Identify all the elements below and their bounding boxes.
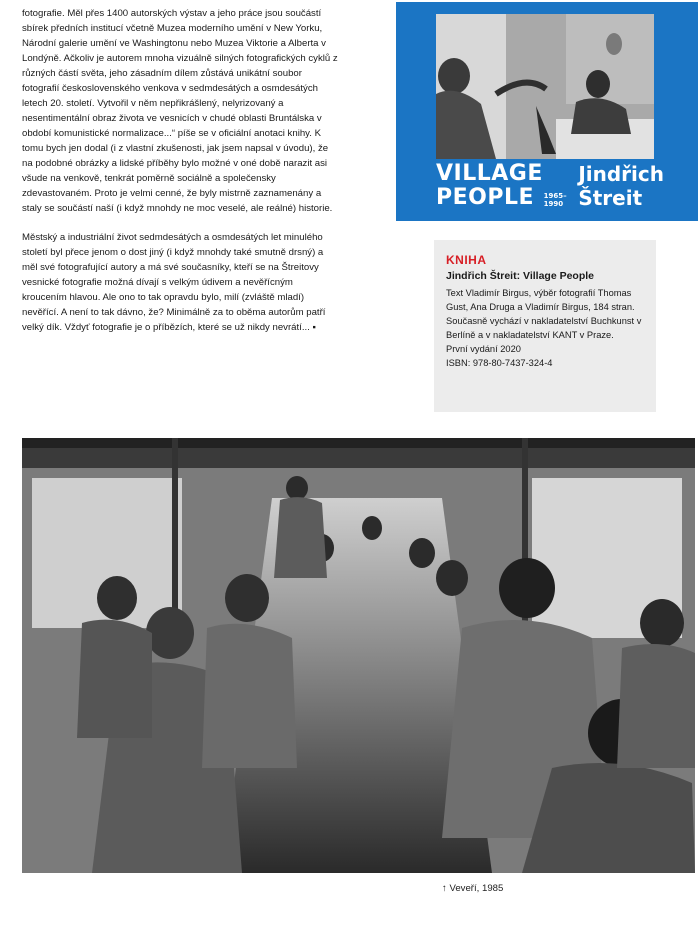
- book-kicker: KNIHA: [446, 253, 487, 267]
- book-title: Jindřich Štreit: Village People: [446, 270, 595, 282]
- article-paragraph-1: fotografie. Měl přes 1400 autorských výstav a jeho práce jsou součástí sbírek předních institucí včetně Muzea moderního umění v New Yorku, Národní galerie umění ve Washingtonu nebo Muzea Viktorie a Alberta v Londýně. Ačkoliv je autorem mnoha vizuálně silných fotografických cyklů z různých částí světa, jeho zásadním dílem zůstává unikátní soubor fotografií československého venkova v sedmdesátých a osmdesátých letech 20. století. Vytvořil v něm nepřikrášlený, nelyrizovaný a nesentimentální obraz života ve vesnicích v chudé oblasti Bruntálska v období komunistické normalizace...“ píše se v oficiální anotaci knihy. K tomu bych jen dodal (i z vlastní zkušenosti, jak jsem napsal v úvodu), že na podobné obrázky a lidské příběhy bylo možné v oné době narazit asi všude na venkově, tenkrát poměrně sociálně a společensky zdevastovaném. Proto je velmi cenné, že byly mistrně zaznamenány a staly se součástí naší (i když mnohdy ne moc veselé, ale reálné) historie.: [22, 8, 338, 214]
- cover-years-to: 1990: [543, 199, 564, 208]
- book-isbn: ISBN: 978-80-7437-324-4: [446, 358, 553, 368]
- caption-text: Veveří, 1985: [449, 883, 504, 894]
- cover-title-line1: VILLAGE: [436, 161, 543, 186]
- cover-photo: [436, 14, 654, 159]
- book-description: Text Vladimír Birgus, výběr fotografií Thomas Gust, Ana Druga a Vladimír Birgus, 184 stran. Současně vychází v nakladatelství Buchkunst v Berlíně a v nakladatelství KANT v Praze.: [446, 288, 642, 340]
- cover-author: [578, 162, 664, 210]
- cover-title-line2: PEOPLE: [436, 185, 535, 210]
- article-paragraph-2: Městský a industriální život sedmdesátých a osmdesátých let minulého století byl přece jenom o dost jiný (i když mnohdy také smutně drsný) a měl své fotografující autory a má své současníky, kteří se na Štreitovy vesnické fotografie možná dívají s velkým údivem a nevěřícným kroucením hlavou. Ale ono to tak opravdu bylo, milí (zvláště mladí) nevěřící. A není to tak dávno, že? Minimálně za to oběma autorům patří velký dík. Vždyť fotografie je o příbězích, které se už nikdy nevrátí... ▪: [22, 232, 326, 333]
- caption-arrow-icon: ↑: [442, 883, 447, 894]
- bus-photo: [22, 438, 695, 873]
- book-cover: [396, 2, 698, 221]
- cover-title: [436, 162, 567, 211]
- cover-years-from: 1965–: [543, 191, 567, 200]
- cover-years: [544, 192, 567, 208]
- cover-author-first: Jindřich: [578, 162, 664, 186]
- article-text: [22, 6, 340, 335]
- book-edition: První vydání 2020: [446, 344, 521, 354]
- cover-photo-illustration: [436, 14, 654, 159]
- book-info-box: [434, 240, 656, 412]
- bus-photo-illustration: [22, 438, 695, 873]
- cover-author-last: Štreit: [578, 186, 643, 210]
- photo-caption: [442, 882, 503, 896]
